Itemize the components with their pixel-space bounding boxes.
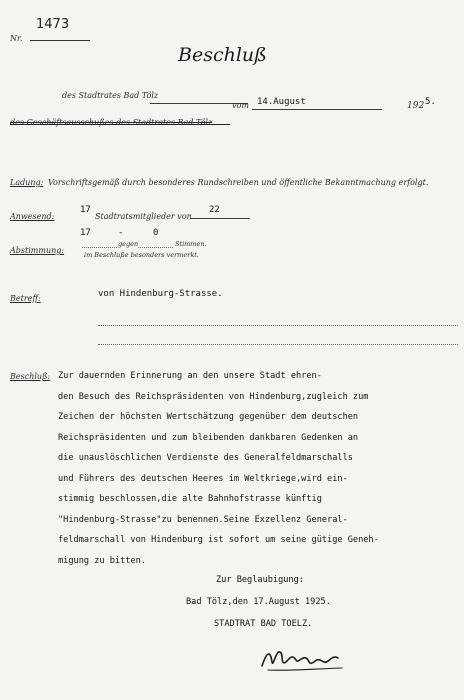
- vote-dash: -: [118, 228, 124, 238]
- beschluss-body: [58, 366, 458, 571]
- date-day: 14.August: [257, 97, 306, 107]
- betreff-line-2: [98, 344, 458, 345]
- betreff-label: Betreff:: [10, 294, 41, 303]
- authority: STADTRAT BAD TOELZ.: [214, 619, 313, 629]
- body-line: stimmig beschlossen,die alte Bahnhofstrasse künftig: [58, 494, 322, 504]
- vom-label: vom: [232, 101, 249, 110]
- council-line: des Stadtrates Bad Tölz: [62, 91, 159, 100]
- vote-against: 0: [153, 228, 159, 238]
- body-line: migung zu bitten.: [58, 555, 146, 566]
- ladung-text: Vorschriftsgemäß durch besonderes Rundschreiben und öffentliche Bekanntmachung erfolgt.: [48, 178, 429, 187]
- beglaubigung: Zur Beglaubigung:: [216, 575, 304, 585]
- body-line: Reichspräsidenten und zum bleibenden dankbaren Gedenken an: [58, 432, 359, 443]
- anwesend-count: 17: [80, 205, 91, 215]
- body-line: und Führers des deutschen Heeres im Weltkriege,wird ein-: [58, 473, 348, 484]
- against-line: [138, 247, 173, 248]
- strike-bar: [10, 124, 230, 125]
- anwesend-text: Stadtratsmitglieder von: [95, 212, 192, 221]
- body-line: die unauslöschlichen Verdienste des Generalfeldmarschalls: [58, 453, 353, 463]
- body-line: feldmarschall von Hindenburg ist sofort um seine gütige Geneh-: [58, 535, 379, 545]
- body-line: Zur dauernden Erinnerung an den unsere Stadt ehren-: [58, 371, 322, 381]
- betreff-line-1: [98, 325, 458, 326]
- stimmen-label: Stimmen.: [175, 240, 207, 248]
- body-line: Zeichen der höchsten Wertschätzung gegenüber dem deutschen: [58, 412, 359, 422]
- abstimmung-label: Abstimmung:: [10, 246, 65, 255]
- gegen-label: gegen: [118, 240, 139, 248]
- nr-label: Nr.: [10, 34, 23, 43]
- year-prefix: 192: [407, 101, 425, 111]
- anwesend-label: Anwesend:: [10, 212, 55, 221]
- for-line: [82, 247, 117, 248]
- vote-for: 17: [80, 228, 91, 238]
- handwritten-signature: [258, 640, 348, 676]
- total-underline: [190, 218, 250, 219]
- body-line: den Besuch des Reichspräsidenten von Hindenburg,zugleich zum: [58, 391, 369, 402]
- abstimmung-note: im Beschluße besonders vermerkt.: [84, 251, 199, 259]
- document-title: Beschluß: [178, 44, 267, 66]
- anwesend-total: 22: [209, 205, 220, 215]
- date-underline: [252, 109, 382, 110]
- betreff-text: von Hindenburg-Strasse.: [98, 289, 223, 299]
- year-digit: 5.: [425, 97, 436, 107]
- nr-value: 1473: [36, 17, 70, 32]
- body-line: "Hindenburg-Strasse"zu benennen.Seine Exzellenz General-: [58, 514, 348, 525]
- ladung-label: Ladung:: [10, 178, 44, 187]
- struck-committee-line: des Geschäftsausschußes des Stadtrates Bad Tölz: [10, 118, 213, 127]
- beschluss-label: Beschluß:: [10, 372, 51, 381]
- place-date: Bad Tölz,den 17.August 1925.: [186, 597, 331, 607]
